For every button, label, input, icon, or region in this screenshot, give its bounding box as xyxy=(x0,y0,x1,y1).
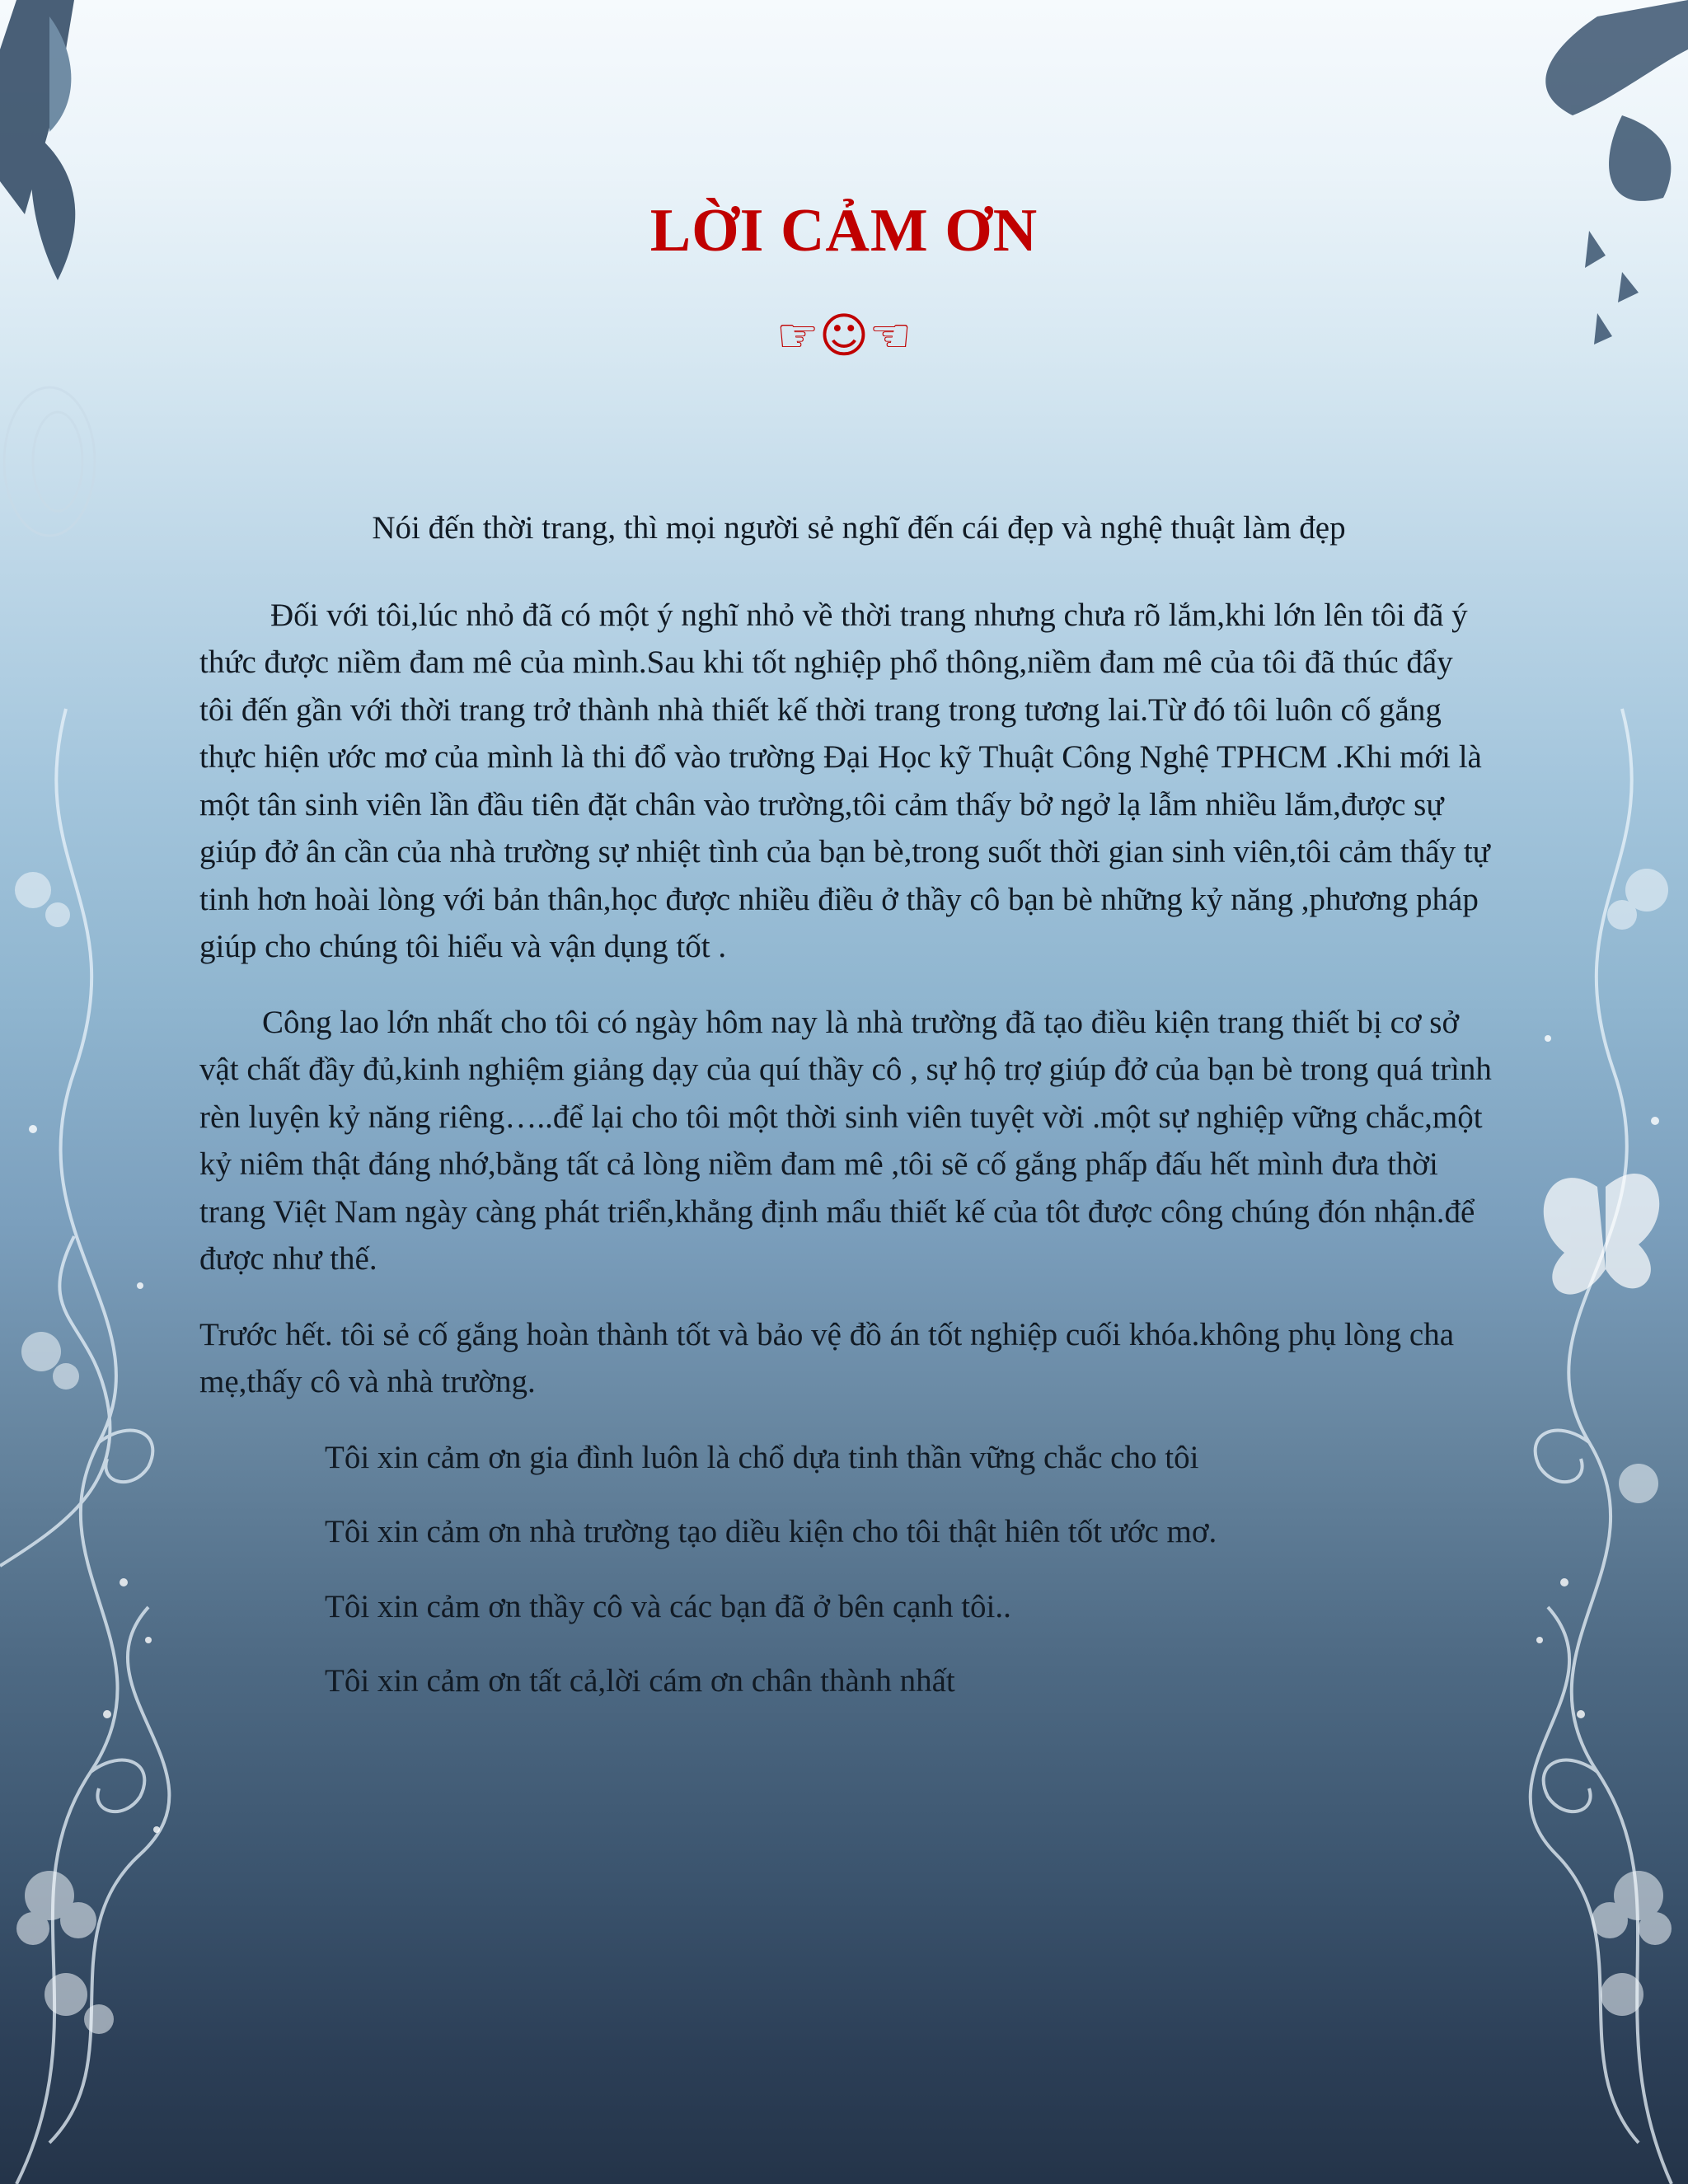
thanks-line: Tôi xin cảm ơn gia đình luôn là chổ dựa tinh thần vững chắc cho tôi xyxy=(325,1439,1199,1475)
page-title: LỜI CẢM ƠN xyxy=(649,197,1039,265)
body-paragraph: Công lao lớn nhất cho tôi có ngày hôm nay là nhà trường đã tạo điều kiện trang thiết bị cơ sở vật chất đầy đủ,kinh nghiệm giảng dạy của quí thầy cô , sự hộ trợ giúp đở của bạn bè trong quá trình rèn luyện kỷ năng riêng…..để lại cho tôi một thời sinh viên tuyệt vời .một sự nghiệp vững chắc,một kỷ niêm thật đáng nhớ,bằng tất cả lòng niềm đam mê ,tôi sẽ cố gắng phấp đấu hết mình đưa thời trang Việt Nam ngày càng phát triển,khẳng định mẩu thiết kế của tôt được công chúng đón nhận.để được như thế. xyxy=(199,1004,1492,1277)
document-body xyxy=(199,504,1493,1732)
thanks-line: Tôi xin cảm ơn tất cả,lời cám ơn chân thành nhất xyxy=(325,1663,955,1699)
intro-paragraph: Nói đến thời trang, thì mọi người sẻ nghĩ đến cái đẹp và nghệ thuật làm đẹp xyxy=(372,510,1346,546)
thanks-line: Tôi xin cảm ơn nhà trường tạo diều kiện cho tôi thật hiên tốt ước mơ. xyxy=(325,1514,1217,1549)
thanks-line: Tôi xin cảm ơn thầy cô và các bạn đã ở bên cạnh tôi.. xyxy=(325,1588,1011,1624)
pointing-smiley-ornament: ☞☺☜ xyxy=(776,307,912,363)
body-paragraph: Trước hết. tôi sẻ cố gắng hoàn thành tốt và bảo vệ đồ án tốt nghiệp cuối khóa.không phụ lòng cha mẹ,thấy cô và nhà trường. xyxy=(199,1316,1455,1399)
body-paragraph: Đối với tôi,lúc nhỏ đã có một ý nghĩ nhỏ về thời trang nhưng chưa rõ lắm,khi lớn lên tôi đã ý thức được niềm đam mê của mình.Sau khi tốt nghiệp phổ thông,niềm đam mê của tôi đã thúc đẩy tôi đến gần với thời trang trở thành nhà thiết kế thời trang trong tương lai.Từ đó tôi luôn cố gắng thực hiện ước mơ của mình là thi đổ vào trường Đại Học kỹ Thuật Công Nghệ TPHCM .Khi mới là một tân sinh viên lần đầu tiên đặt chân vào trường,tôi cảm thấy bở ngở lạ lẫm nhiều lắm,được sự giúp đở ân cần của nhà trường sự nhiệt tình của bạn bè,trong suốt thời gian sinh viên,tôi cảm thấy tự tinh hơn hoài lòng với bản thân,học được nhiều điều ở thầy cô bạn bè những kỷ năng ,phương pháp giúp cho chúng tôi hiểu và vận dụng tốt . xyxy=(199,597,1490,964)
